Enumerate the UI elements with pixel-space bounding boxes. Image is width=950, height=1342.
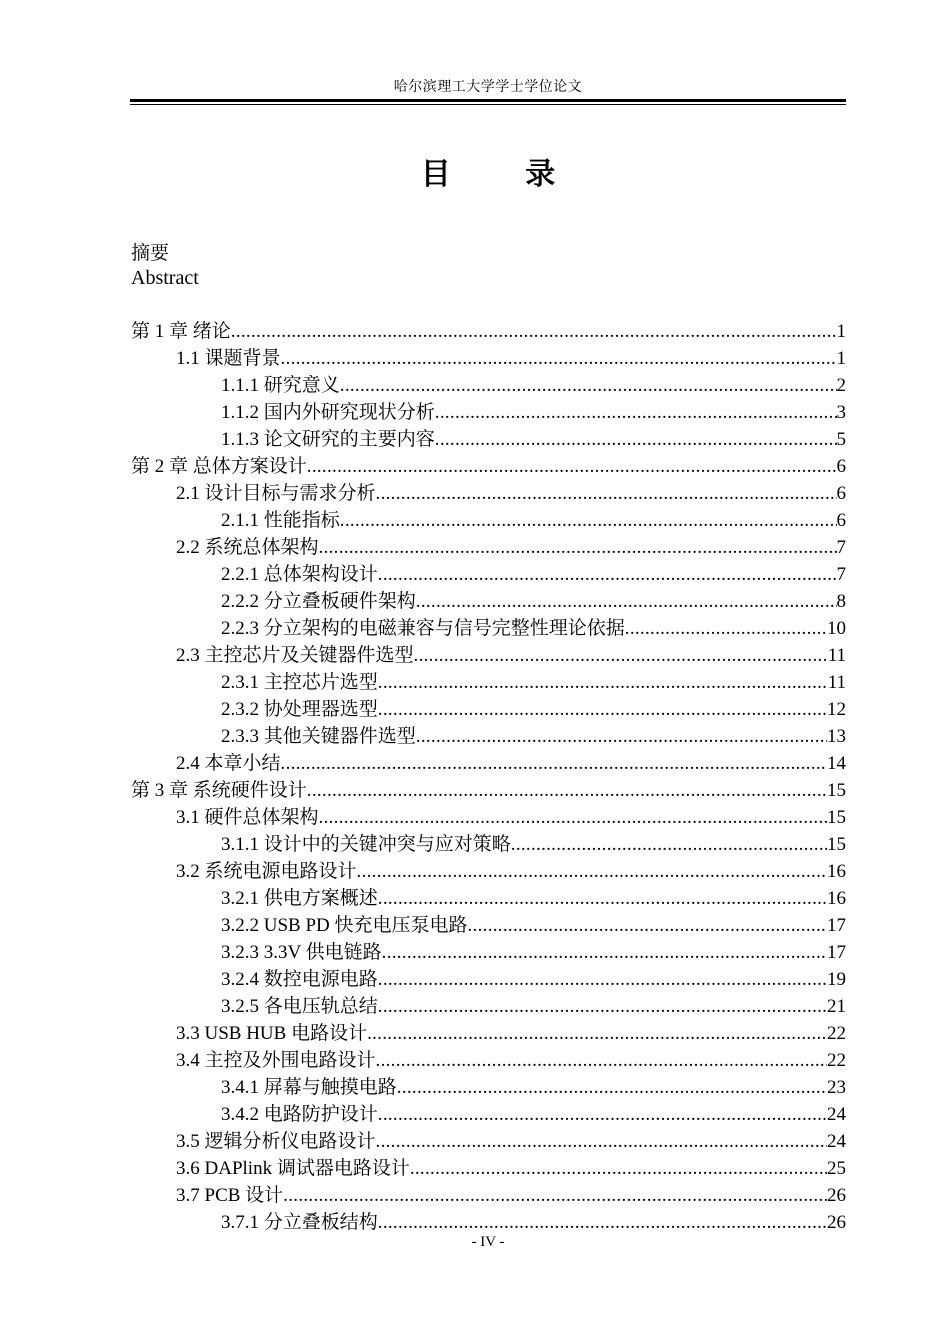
- toc-entry-label: 3.4.2 电路防护设计: [221, 1104, 378, 1125]
- toc-entry[interactable]: [131, 426, 846, 453]
- toc-entry[interactable]: [131, 318, 846, 345]
- toc-entry[interactable]: [131, 966, 846, 993]
- toc-entry-label: 2.3.3 其他关键器件选型: [221, 726, 416, 747]
- toc-entry-page: 3: [836, 402, 846, 423]
- toc-entry-label: 3.1 硬件总体架构: [176, 807, 319, 828]
- header-rule-thick: [130, 99, 846, 102]
- toc-entry-label: 3.2.2 USB PD 快充电压泵电路: [221, 915, 468, 936]
- toc-entry[interactable]: [131, 777, 846, 804]
- toc-entry-label: 3.3 USB HUB 电路设计: [176, 1023, 368, 1044]
- toc-list: [131, 318, 846, 1236]
- toc-entry-page: 21: [827, 996, 846, 1017]
- toc-entry-page: 16: [827, 888, 846, 909]
- toc-entry-page: 15: [827, 834, 846, 855]
- toc-dot-leader: [416, 723, 827, 750]
- toc-entry[interactable]: [131, 1047, 846, 1074]
- toc-dot-leader: [340, 372, 837, 399]
- toc-dot-leader: [281, 750, 827, 777]
- toc-dot-leader: [410, 1155, 827, 1182]
- toc-entry-label: 2.2.3 分立架构的电磁兼容与信号完整性理论依据: [221, 618, 625, 639]
- toc-entry-label: 1.1.1 研究意义: [221, 375, 340, 396]
- toc-entry-page: 15: [827, 780, 846, 801]
- toc-entry-page: 19: [827, 969, 846, 990]
- toc-entry[interactable]: [131, 615, 846, 642]
- toc-dot-leader: [378, 1209, 827, 1236]
- footer-page-number: - IV -: [471, 1234, 505, 1250]
- toc-entry-label: 2.2.2 分立叠板硬件架构: [221, 591, 416, 612]
- toc-entry[interactable]: [131, 831, 846, 858]
- toc-entry-label: 2.2 系统总体架构: [176, 537, 319, 558]
- toc-dot-leader: [378, 885, 827, 912]
- toc-entry-page: 22: [827, 1050, 846, 1071]
- toc-dot-leader: [382, 939, 827, 966]
- toc-entry[interactable]: [131, 993, 846, 1020]
- toc-entry-label: 3.5 逻辑分析仪电路设计: [176, 1131, 376, 1152]
- toc-entry-label: 2.1.1 性能指标: [221, 510, 340, 531]
- toc-entry[interactable]: [131, 642, 846, 669]
- toc-entry-page: 5: [836, 429, 846, 450]
- toc-dot-leader: [357, 858, 827, 885]
- toc-entry-page: 14: [827, 753, 846, 774]
- toc-dot-leader: [625, 615, 827, 642]
- toc-entry-label: 3.2 系统电源电路设计: [176, 861, 357, 882]
- toc-entry-page: 16: [827, 861, 846, 882]
- toc-entry-label: 2.4 本章小结: [176, 753, 281, 774]
- toc-entry[interactable]: [131, 750, 846, 777]
- toc-entry-page: 17: [827, 942, 846, 963]
- toc-entry-label: 2.3.2 协处理器选型: [221, 699, 378, 720]
- toc-entry-label: 第 2 章 总体方案设计: [131, 456, 307, 477]
- toc-title: 目 录: [420, 157, 588, 192]
- toc-entry[interactable]: [131, 804, 846, 831]
- toc-entry-label: 2.1 设计目标与需求分析: [176, 483, 376, 504]
- toc-dot-leader: [414, 642, 828, 669]
- toc-entry[interactable]: [131, 453, 846, 480]
- toc-entry-label: 2.3.1 主控芯片选型: [221, 672, 378, 693]
- toc-entry-page: 24: [827, 1131, 846, 1152]
- toc-entry[interactable]: [131, 534, 846, 561]
- running-header: 哈尔滨理工大学学士学位论文: [393, 80, 583, 95]
- toc-entry-label: 第 3 章 系统硬件设计: [131, 780, 307, 801]
- toc-dot-leader: [376, 1128, 827, 1155]
- toc-entry[interactable]: [131, 480, 846, 507]
- toc-entry-page: 6: [836, 483, 846, 504]
- toc-entry-page: 10: [827, 618, 846, 639]
- toc-dot-leader: [319, 804, 827, 831]
- toc-entry-page: 11: [827, 672, 846, 693]
- toc-dot-leader: [416, 588, 837, 615]
- toc-entry[interactable]: [131, 1128, 846, 1155]
- toc-entry-label: 2.2.1 总体架构设计: [221, 564, 378, 585]
- toc-dot-leader: [378, 669, 828, 696]
- toc-entry[interactable]: [131, 696, 846, 723]
- front-abstract-en[interactable]: Abstract: [131, 267, 199, 289]
- toc-entry[interactable]: [131, 1155, 846, 1182]
- toc-entry-label: 3.2.3 3.3V 供电链路: [221, 942, 382, 963]
- toc-entry-page: 6: [836, 510, 846, 531]
- toc-dot-leader: [378, 696, 827, 723]
- toc-entry-page: 7: [836, 537, 846, 558]
- toc-entry[interactable]: [131, 1209, 846, 1236]
- toc-dot-leader: [376, 1047, 827, 1074]
- toc-entry[interactable]: [131, 372, 846, 399]
- toc-entry-label: 1.1.2 国内外研究现状分析: [221, 402, 435, 423]
- toc-entry-label: 第 1 章 绪论: [131, 321, 231, 342]
- toc-entry-label: 3.2.5 各电压轨总结: [221, 996, 378, 1017]
- toc-dot-leader: [307, 777, 827, 804]
- toc-entry-label: 2.3 主控芯片及关键器件选型: [176, 645, 414, 666]
- toc-entry-label: 3.2.1 供电方案概述: [221, 888, 378, 909]
- toc-entry-page: 24: [827, 1104, 846, 1125]
- toc-dot-leader: [283, 1182, 827, 1209]
- toc-dot-leader: [367, 1020, 827, 1047]
- toc-entry-label: 1.1 课题背景: [176, 348, 281, 369]
- toc-entry[interactable]: [131, 399, 846, 426]
- toc-dot-leader: [376, 480, 837, 507]
- toc-entry[interactable]: [131, 1074, 846, 1101]
- toc-dot-leader: [307, 453, 837, 480]
- toc-dot-leader: [378, 966, 827, 993]
- toc-entry-label: 1.1.3 论文研究的主要内容: [221, 429, 435, 450]
- toc-entry-label: 3.7 PCB 设计: [176, 1185, 284, 1206]
- toc-dot-leader: [231, 318, 837, 345]
- toc-entry-page: 23: [827, 1077, 846, 1098]
- toc-entry-page: 6: [836, 456, 846, 477]
- toc-entry[interactable]: [131, 669, 846, 696]
- front-abstract-cn[interactable]: 摘要: [131, 242, 170, 264]
- toc-entry-page: 2: [836, 375, 846, 396]
- toc-entry-label: 3.6 DAPlink 调试器电路设计: [176, 1158, 410, 1179]
- toc-dot-leader: [435, 399, 837, 426]
- toc-entry[interactable]: [131, 885, 846, 912]
- toc-entry-label: 3.4 主控及外围电路设计: [176, 1050, 376, 1071]
- toc-dot-leader: [468, 912, 828, 939]
- toc-entry[interactable]: [131, 1182, 846, 1209]
- toc-dot-leader: [397, 1074, 827, 1101]
- toc-entry[interactable]: [131, 345, 846, 372]
- toc-entry-page: 25: [827, 1158, 846, 1179]
- toc-entry-page: 11: [827, 645, 846, 666]
- toc-entry-label: 3.4.1 屏幕与触摸电路: [221, 1077, 397, 1098]
- toc-dot-leader: [435, 426, 837, 453]
- toc-dot-leader: [340, 507, 837, 534]
- toc-dot-leader: [378, 561, 837, 588]
- header-rule-thin: [130, 104, 846, 105]
- toc-entry[interactable]: [131, 939, 846, 966]
- toc-entry[interactable]: [131, 588, 846, 615]
- toc-entry[interactable]: [131, 1020, 846, 1047]
- toc-entry[interactable]: [131, 1101, 846, 1128]
- toc-dot-leader: [511, 831, 827, 858]
- toc-entry-page: 8: [836, 591, 846, 612]
- toc-entry-page: 12: [827, 699, 846, 720]
- toc-entry-page: 1: [836, 321, 846, 342]
- toc-dot-leader: [378, 993, 827, 1020]
- toc-entry-page: 7: [836, 564, 846, 585]
- toc-entry-page: 1: [836, 348, 846, 369]
- toc-entry-page: 26: [827, 1185, 846, 1206]
- toc-entry-page: 13: [827, 726, 846, 747]
- toc-dot-leader: [378, 1101, 827, 1128]
- toc-entry-label: 3.2.4 数控电源电路: [221, 969, 378, 990]
- toc-entry[interactable]: [131, 912, 846, 939]
- toc-entry-page: 22: [827, 1023, 846, 1044]
- toc-entry[interactable]: [131, 561, 846, 588]
- toc-entry-page: 26: [827, 1212, 846, 1233]
- toc-dot-leader: [319, 534, 837, 561]
- toc-entry[interactable]: [131, 723, 846, 750]
- toc-entry[interactable]: [131, 507, 846, 534]
- toc-entry[interactable]: [131, 858, 846, 885]
- toc-dot-leader: [281, 345, 837, 372]
- toc-entry-label: 3.7.1 分立叠板结构: [221, 1212, 378, 1233]
- toc-entry-page: 15: [827, 807, 846, 828]
- toc-entry-page: 17: [827, 915, 846, 936]
- toc-entry-label: 3.1.1 设计中的关键冲突与应对策略: [221, 834, 511, 855]
